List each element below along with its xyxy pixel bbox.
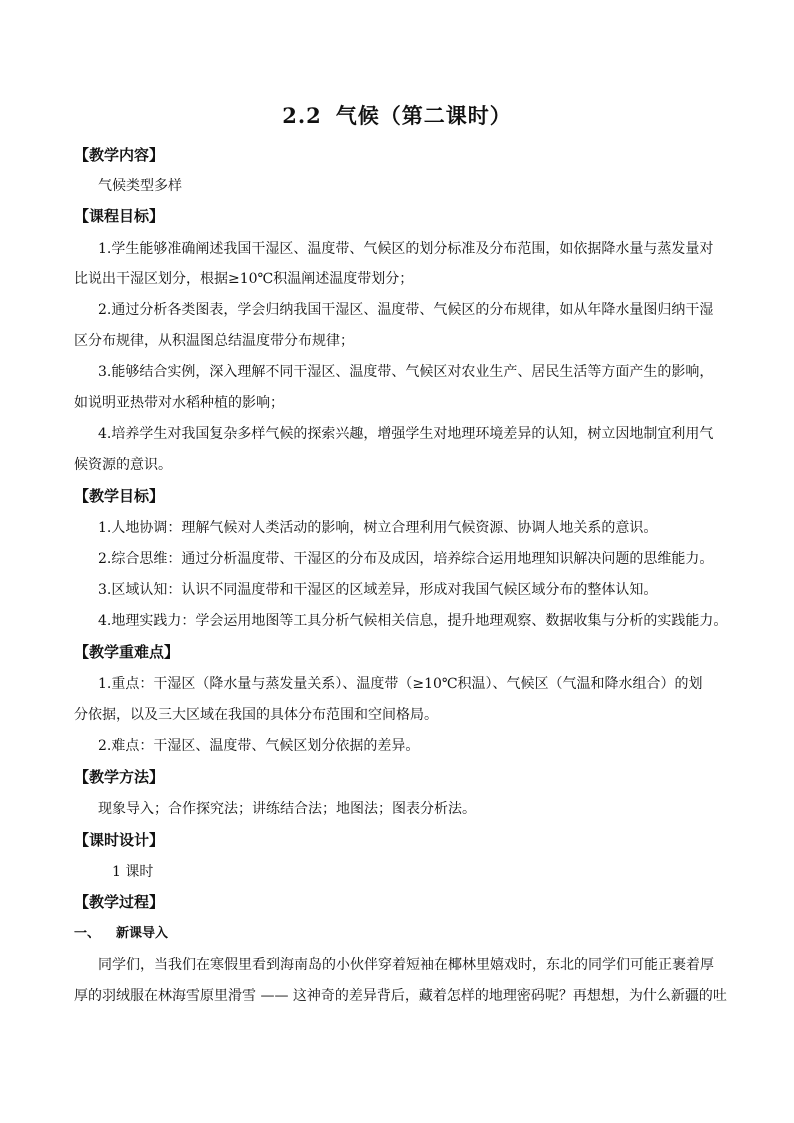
- section-intro-heading: [74, 924, 734, 944]
- section-number: 一、: [74, 926, 101, 941]
- goal-4-line-b: 候资源的意识。: [74, 457, 172, 473]
- heading-course-goals: 【课程目标】: [74, 207, 165, 225]
- heading-teaching-process: 【教学过程】: [74, 893, 165, 911]
- page-title: [0, 100, 794, 130]
- title-number: 2.2: [282, 103, 322, 128]
- heading-teaching-objectives: 【教学目标】: [74, 487, 165, 505]
- goal-2-line-a: 2.通过分析各类图表，学会归纳我国干湿区、温度带、气候区的分布规律，如从年降水量图归纳干湿: [98, 302, 714, 318]
- heading-key-difficult-points: 【教学重难点】: [74, 643, 180, 661]
- intro-paragraph-line-b: 厚的羽绒服在林海雪原里滑雪 —— 这神奇的差异背后，藏着怎样的地理密码呢？再想想，为什么新疆的吐: [74, 988, 727, 1004]
- key-point-line-a: 1.重点：干湿区（降水量与蒸发量关系）、温度带（≥10℃积温）、气候区（气温和降水组合）的划: [98, 676, 703, 692]
- goal-4-line-a: 4.培养学生对我国复杂多样气候的探索兴趣，增强学生对地理环境差异的认知，树立因地制宜利用气: [98, 426, 714, 442]
- teaching-content-text: 气候类型多样: [98, 178, 182, 194]
- methods-text: 现象导入；合作探究法；讲练结合法；地图法；图表分析法。: [98, 801, 476, 817]
- goal-1-line-a: 1.学生能够准确阐述我国干湿区、温度带、气候区的划分标准及分布范围，如依据降水量与蒸发量对: [98, 241, 714, 257]
- intro-paragraph-line-a: 同学们，当我们在寒假里看到海南岛的小伙伴穿着短袖在椰林里嬉戏时，东北的同学们可能正裹着厚: [98, 957, 714, 973]
- objective-1: 1.人地协调：理解气候对人类活动的影响，树立合理利用气候资源、协调人地关系的意识。: [98, 520, 658, 536]
- section-title: 新课导入: [116, 926, 169, 941]
- difficult-point: 2.难点：干湿区、温度带、气候区划分依据的差异。: [98, 738, 420, 754]
- objective-4: 4.地理实践力：学会运用地图等工具分析气候相关信息，提升地理观察、数据收集与分析的实践能力。: [98, 613, 728, 629]
- heading-lesson-hours: 【课时设计】: [74, 831, 165, 849]
- heading-teaching-content: 【教学内容】: [74, 146, 165, 164]
- goal-2-line-b: 区分布规律，从积温图总结温度带分布规律；: [74, 333, 354, 349]
- title-text: 气候（第二课时）: [335, 103, 512, 128]
- lesson-hours-text: 1 课时: [112, 864, 154, 880]
- key-point-line-b: 分依据，以及三大区域在我国的具体分布范围和空间格局。: [74, 707, 438, 723]
- heading-teaching-methods: 【教学方法】: [74, 768, 165, 786]
- goal-3-line-a: 3.能够结合实例，深入理解不同干湿区、温度带、气候区对农业生产、居民生活等方面产生的影响，: [98, 364, 714, 380]
- goal-3-line-b: 如说明亚热带对水稻种植的影响；: [74, 395, 284, 411]
- goal-1-line-b: 比说出干湿区划分，根据≥10℃积温阐述温度带划分；: [74, 271, 414, 287]
- objective-3: 3.区域认知：认识不同温度带和干湿区的区域差异，形成对我国气候区域分布的整体认知。: [98, 582, 658, 598]
- objective-2: 2.综合思维：通过分析温度带、干湿区的分布及成因，培养综合运用地理知识解决问题的思维能力。: [98, 551, 714, 567]
